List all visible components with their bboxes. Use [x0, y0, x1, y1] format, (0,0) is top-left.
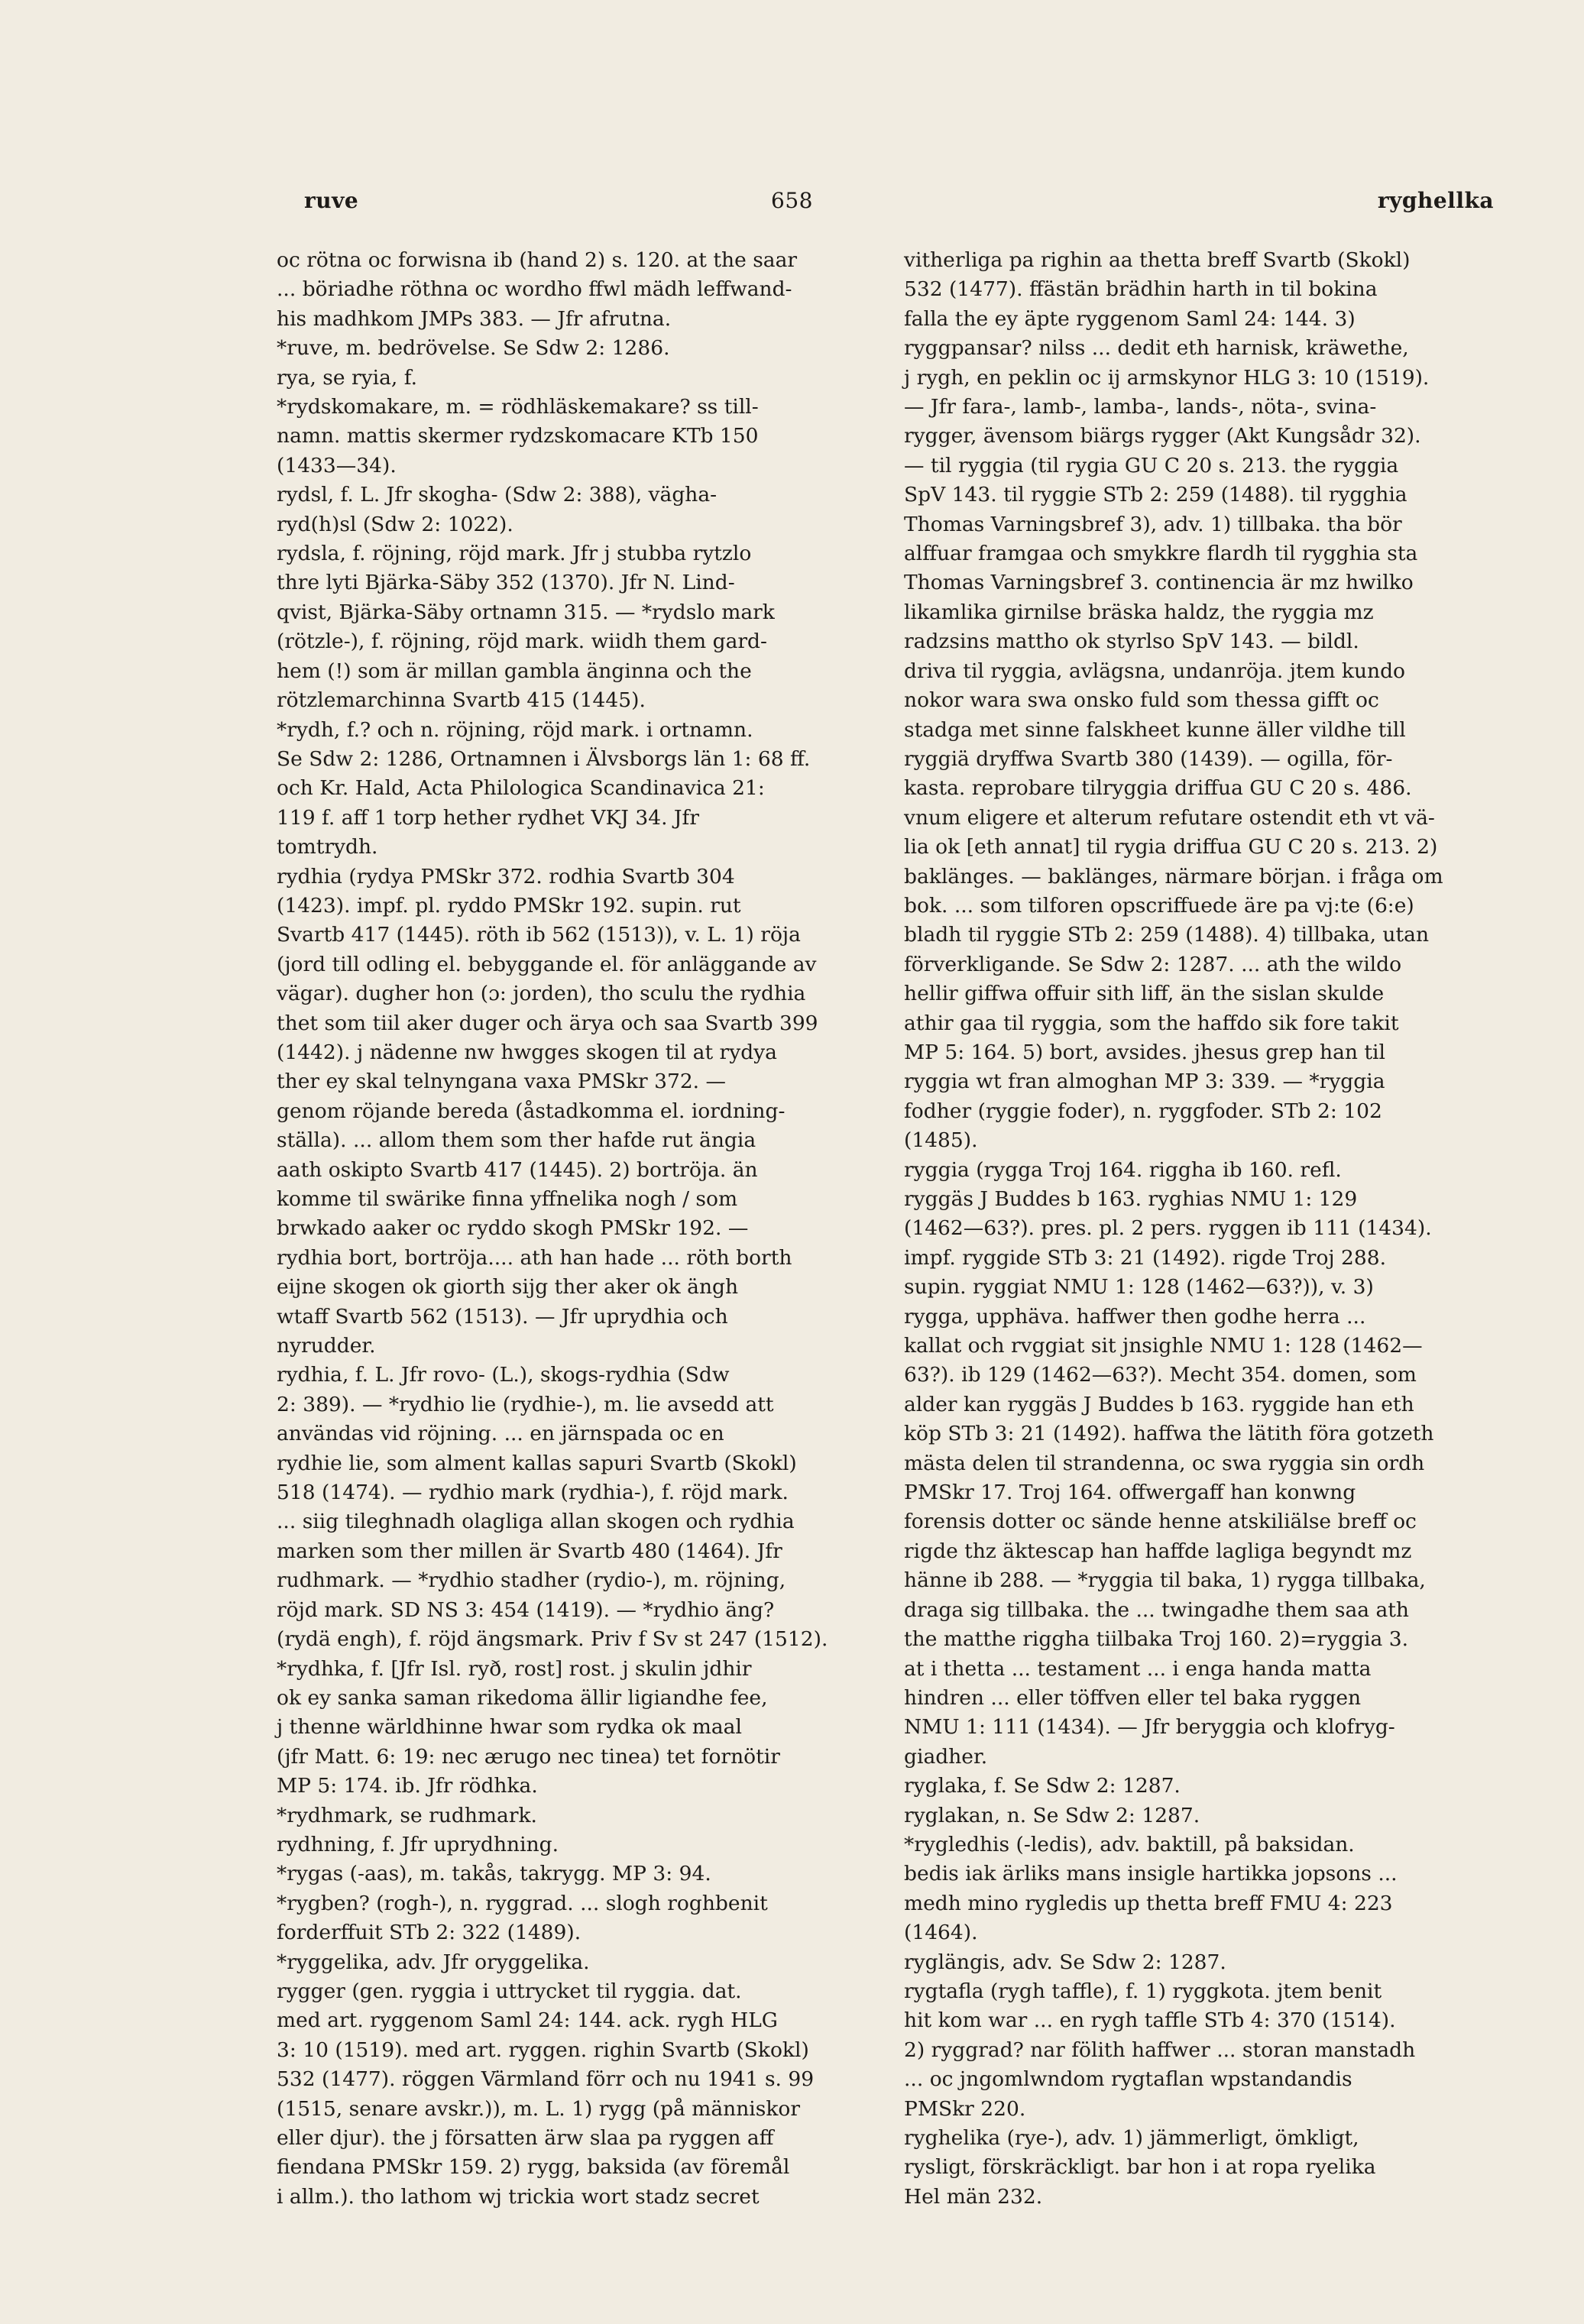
left-column-text: oc rötna oc forwisna ib (hand 2) s. 120. at the saar ... böriadhe röthna oc wordho ffwl mädh leffwand- his madhkom JMPs 383. — Jfr afrutna. *ruve, m. bedrövelse. Se Sdw 2: 1286. rya, se ryia, f. *rydskomakare, m. = rödhläskemakare? ss till- namn. mattis skermer rydzskomacare KTb 150 (1433—34). rydsl, f. L. Jfr skogha- (Sdw 2: 388), vägha- ryd(h)sl (Sdw 2: 1022). rydsla, f. röjning, röjd mark. Jfr j stubba rytzlo thre lyti Bjärka-Säby 352 (1370). Jfr N. Lind- qvist, Bjärka-Säby ortnamn 315. — *rydslo mark (rötzle-), f. röjning, röjd mark. wiidh them gard- hem (!) som är millan gambla änginna och the rötzlemarchinna Svartb 415 (1445). *rydh, f.? och n. röjning, röjd mark. i ortnamn. Se Sdw 2: 1286, Ortnamnen i Älvsborgs län 1: 68 ff. och Kr. Hald, Acta Philologica Scandinavica 21: 119 f. aff 1 torp hether rydhet VKJ 34. Jfr tomtrydh. rydhia (rydya PMSkr 372. rodhia Svartb 304 (1423). impf. pl. ryddo PMSkr 192. supin. rut Svartb 417 (1445). röth ib 562 (1513)), v. L. 1) röja (jord till odling el. bebyggande el. för anläggande av vägar). dugher hon (ɔ: jorden), tho sculu the rydhia thet som tiil aker duger och ärya och saa Svartb 399 (1442). j nädenne nw hwgges skogen til at rydya ther ey skal telnyngana vaxa PMSkr 372. — genom röjande bereda (åstadkomma el. iordning- ställa). ... allom them som ther hafde rut ängia aath oskipto Svartb 417 (1445). 2) bortröja. än komme til swärike finna yffnelika nogh / som brwkado aaker oc ryddo skogh PMSkr 192. — rydhia bort, bortröja.... ath han hade ... röth borth eijne skogen ok giorth sijg ther aker ok ängh wtaff Svartb 562 (1513). — Jfr uprydhia och nyrudder. rydhia, f. L. Jfr rovo- (L.), skogs-rydhia (Sdw 2: 389). — *rydhio lie (rydhie-), m. lie avsedd att användas vid röjning. ... en järnspada oc en rydhie lie, som alment kallas sapuri Svartb (Skokl) 518 (1474). — rydhio mark (rydhia-), f. röjd mark. ... siig tileghnadh olagliga allan skogen och rydhia marken som ther millen är Svartb 480 (1464). Jfr rudhmark. — *rydhio stadher (rydio-), m. röjning, röjd mark. SD NS 3: 454 (1419). — *rydhio äng? (rydä engh), f. röjd ängsmark. Priv f Sv st 247 (1512). *rydhka, f. [Jfr Isl. ryð, rost] rost. j skulin jdhir ok ey sanka saman rikedoma ällir ligiandhe fee, j thenne wärldhinne hwar som rydka ok maal (jfr Matt. 6: 19: nec ærugo nec tinea) tet fornötir MP 5: 174. ib. Jfr rödhka. *rydhmark, se rudhmark. rydhning, f. Jfr uprydhning. *rygas (-aas), m. takås, takrygg. MP 3: 94. *rygben? (rogh-), n. ryggrad. ... slogh roghbenit forderffuit STb 2: 322 (1489). *ryggelika, adv. Jfr oryggelika. rygger (gen. ryggia i uttrycket til ryggia. dat. med art. ryggenom Saml 24: 144. ack. rygh HLG 3: 10 (1519). med art. ryggen. righin Svartb (Skokl) 532 (1477). röggen Värmland förr och nu 1941 s. 99 (1515, senare avskr.)), m. L. 1) rygg (på människor eller djur). the j försatten ärw slaa pa ryggen aff fiendana PMSkr 159. 2) rygg, baksida (av föremål i allm.). tho lathom wj trickia wort stadz secret — [277, 248, 828, 2209]
right-column-text: vitherliga pa righin aa thetta breff Svartb (Skokl) 532 (1477). ffästän brädhin harth in til bokina falla the ey äpte ryggenom Saml 24: 144. 3) ryggpansar? nilss ... dedit eth harnisk, kräwethe, j rygh, en peklin oc ij armskynor HLG 3: 10 (1519). — Jfr fara-, lamb-, lamba-, lands-, nöta-, svina- rygger, ävensom biärgs rygger (Akt Kungsådr 32). — til ryggia (til rygia GU C 20 s. 213. the ryggia SpV 143. til ryggie STb 2: 259 (1488). til rygghia Thomas Varningsbref 3), adv. 1) tillbaka. tha bör alffuar framgaa och smykkre flardh til rygghia sta Thomas Varningsbref 3. continencia är mz hwilko likamlika girnilse bräska haldz, the ryggia mz radzsins mattho ok styrlso SpV 143. — bildl. driva til ryggia, avlägsna, undanröja. jtem kundo nokor wara swa onsko fuld som thessa gifft oc stadga met sinne falskheet kunne äller vildhe till ryggiä dryffwa Svartb 380 (1439). — ogilla, för- kasta. reprobare tilryggia driffua GU C 20 s. 486. vnum eligere et alterum refutare ostendit eth vt vä- lia ok [eth annat] til rygia driffua GU C 20 s. 213. 2) baklänges. — baklänges, närmare början. i fråga om bok. ... som tilforen opscriffuede äre pa vj:te (6:e) bladh til ryggie STb 2: 259 (1488). 4) tillbaka, utan förverkligande. Se Sdw 2: 1287. ... ath the wildo hellir giffwa offuir sith liff, än the sislan skulde athir gaa til ryggia, som the haffdo sik fore takit MP 5: 164. 5) bort, avsides. jhesus grep han til ryggia wt fran almoghan MP 3: 339. — *ryggia fodher (ryggie foder), n. ryggfoder. STb 2: 102 (1485). ryggia (rygga Troj 164. riggha ib 160. refl. ryggäs J Buddes b 163. ryghias NMU 1: 129 (1462—63?). pres. pl. 2 pers. ryggen ib 111 (1434). impf. ryggide STb 3: 21 (1492). rigde Troj 288. supin. ryggiat NMU 1: 128 (1462—63?)), v. 3) rygga, upphäva. haffwer then godhe herra ... kallat och rvggiat sit jnsighle NMU 1: 128 (1462— 63?). ib 129 (1462—63?). Mecht 354. domen, som alder kan ryggäs J Buddes b 163. ryggide han eth köp STb 3: 21 (1492). haffwa the lätith föra gotzeth mästa delen til strandenna, oc swa ryggia sin ordh PMSkr 17. Troj 164. offwergaff han konwng forensis dotter oc sände henne atskiliälse breff oc rigde thz äktescap han haffde lagliga begyndt mz hänne ib 288. — *ryggia til baka, 1) rygga tillbaka, draga sig tillbaka. the ... twingadhe them saa ath the matthe riggha tiilbaka Troj 160. 2)=ryggia 3. at i thetta ... testament ... i enga handa matta hindren ... eller töffven eller tel baka ryggen NMU 1: 111 (1434). — Jfr beryggia och klofryg- giadher. ryglaka, f. Se Sdw 2: 1287. ryglakan, n. Se Sdw 2: 1287. *rygledhis (-ledis), adv. baktill, på baksidan. bedis iak ärliks mans insigle hartikka jopsons ... medh mino rygledis up thetta breff FMU 4: 223 (1464). ryglängis, adv. Se Sdw 2: 1287. rygtafla (rygh taffle), f. 1) ryggkota. jtem benit hit kom war ... en rygh taffle STb 4: 370 (1514). 2) ryggrad? nar fölith haffwer ... storan manstadh ... oc jngomlwndom rygtaflan wpstandandis PMSkr 220. ryghelika (rye-), adv. 1) jämmerligt, ömkligt, rysligt, förskräckligt. bar hon i at ropa ryelika Hel män 232. — [904, 248, 1443, 2209]
page-number: 658 — [771, 188, 813, 213]
running-head-left: ruve — [304, 188, 359, 213]
running-head-right: ryghellka — [1377, 188, 1494, 213]
